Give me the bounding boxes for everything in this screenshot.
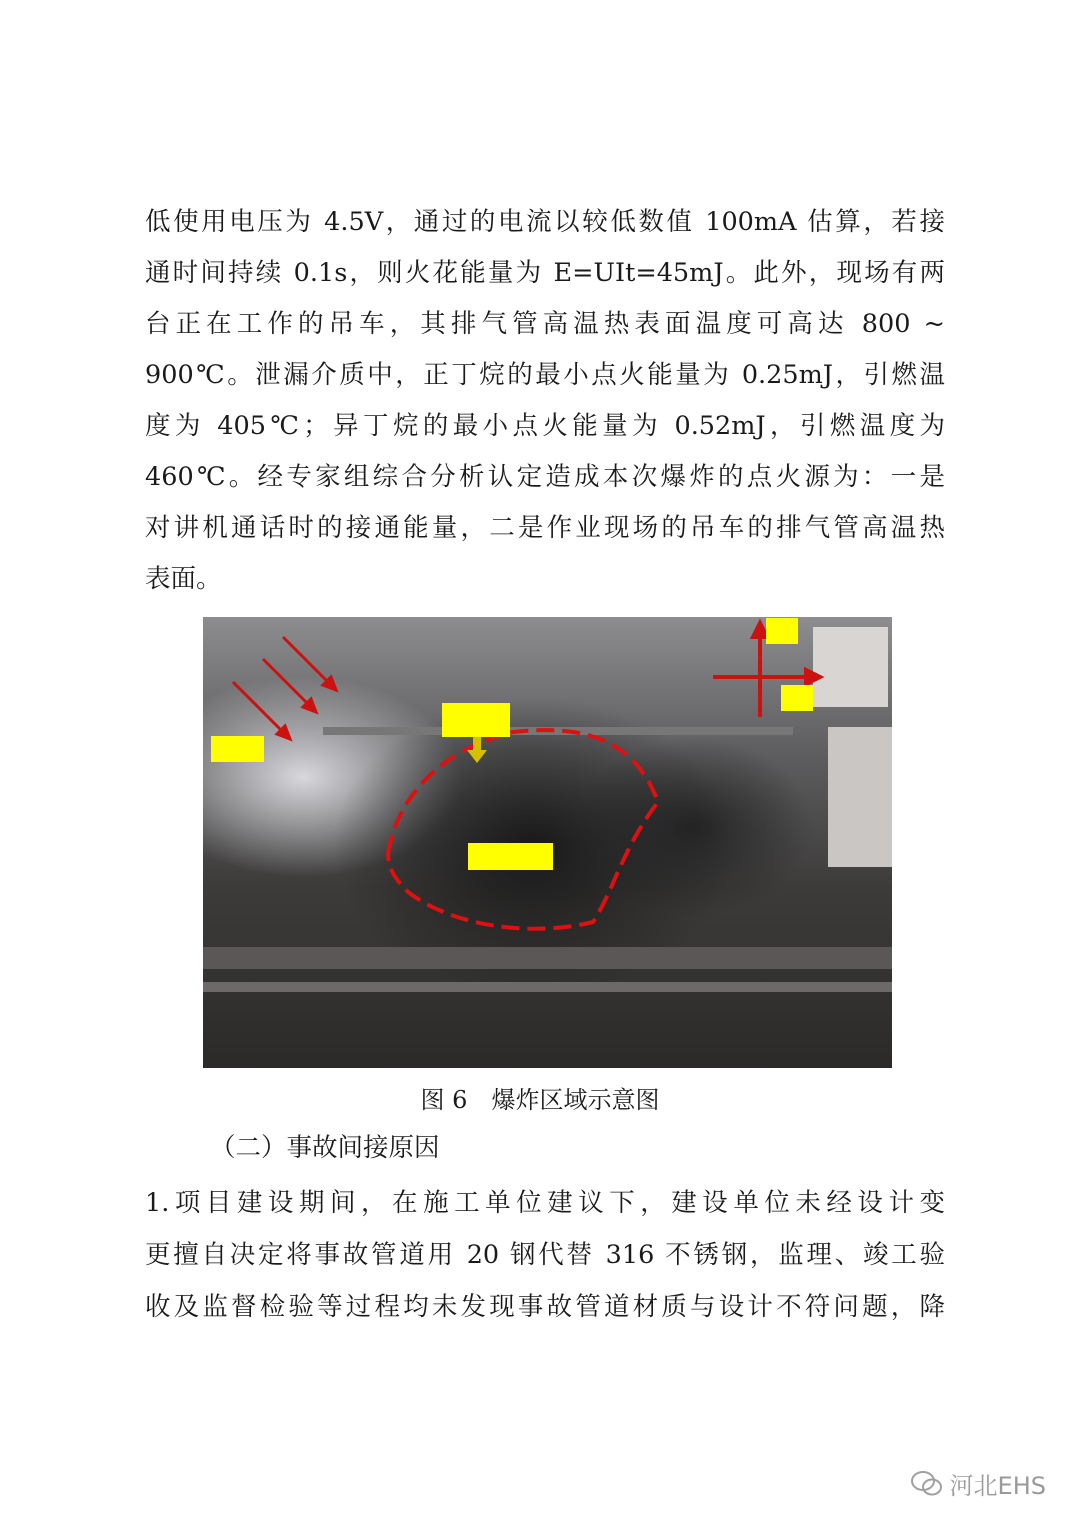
text-line: 更擅自决定将事故管道用 20 钢代替 316 不锈钢，监理、竣工验 [145, 1240, 945, 1270]
label-box [442, 703, 510, 737]
wechat-icon [910, 1470, 944, 1498]
text-line: 低使用电压为 4.5V，通过的电流以较低数值 100mA 估算，若接 [145, 207, 945, 237]
wind-arrows-icon [233, 637, 336, 739]
watermark [910, 1466, 1046, 1501]
figure-caption: 图 6 爆炸区域示意图 [420, 1086, 660, 1114]
label-box [211, 736, 264, 762]
text-line: 对讲机通话时的接通能量，二是作业现场的吊车的排气管高温热 [145, 513, 945, 543]
label-box [766, 618, 798, 644]
text-line: 度为 405℃；异丁烷的最小点火能量为 0.52mJ，引燃温度为 [145, 411, 945, 441]
section-heading: （二）事故间接原因 [210, 1133, 440, 1163]
watermark-text: 河北EHS [949, 1472, 1046, 1500]
explosion-area-photo [203, 617, 892, 1068]
text-line: 表面。 [145, 564, 222, 594]
explosion-zone-outline [388, 730, 658, 929]
text-line: 台正在工作的吊车，其排气管高温热表面温度可高达 800 ~ [145, 309, 945, 339]
text-line: 900℃。泄漏介质中，正丁烷的最小点火能量为 0.25mJ，引燃温 [145, 360, 945, 390]
text-line: 通时间持续 0.1s，则火花能量为 E=UIt=45mJ。此外，现场有两 [145, 258, 945, 288]
label-box [781, 685, 813, 711]
text-line: 收及监督检验等过程均未发现事故管道材质与设计不符问题，降 [145, 1292, 945, 1322]
text-line: 1.项目建设期间，在施工单位建议下，建设单位未经设计变 [145, 1188, 945, 1218]
label-box [468, 843, 553, 870]
text-line: 460℃。经专家组综合分析认定造成本次爆炸的点火源为：一是 [145, 462, 945, 492]
